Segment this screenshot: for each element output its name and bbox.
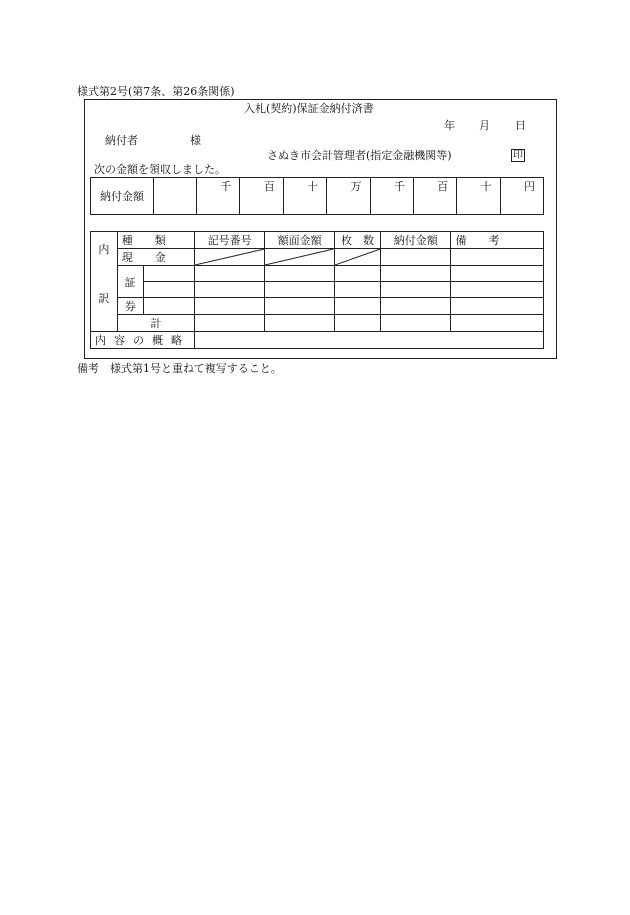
diagonal-slash	[335, 249, 380, 265]
wake-label: 訳	[91, 266, 118, 332]
amount-unit: 百	[240, 178, 283, 215]
payer-suffix: 様	[190, 134, 201, 147]
date-month: 月	[479, 119, 490, 132]
cash-count-slashed	[334, 249, 380, 266]
total-code	[195, 315, 265, 332]
securities-count	[334, 298, 380, 315]
amount-unit: 千	[197, 178, 240, 215]
securities-type	[143, 266, 194, 282]
diagonal-slash	[265, 249, 333, 265]
header-type: 種 類	[117, 232, 194, 249]
received-text: 次の金額を領収しました。	[94, 163, 226, 176]
securities-type	[143, 298, 194, 315]
date-year: 年	[444, 119, 455, 132]
cash-label: 現 金	[117, 249, 194, 266]
issuer: さぬき市会計管理者(指定金融機関等)	[267, 149, 452, 162]
amount-label: 納付金額	[91, 178, 154, 215]
securities-face	[265, 266, 334, 282]
securities-label-2: 券	[117, 298, 143, 315]
securities-face	[265, 282, 334, 298]
total-remarks	[451, 315, 544, 332]
securities-remarks	[451, 298, 544, 315]
amount-unit: 十	[283, 178, 326, 215]
amount-unit: 百	[413, 178, 456, 215]
form-title: 入札(契約)保証金納付済書	[244, 102, 374, 115]
header-count: 枚 数	[334, 232, 380, 249]
amount-blank	[154, 178, 197, 215]
cash-remarks	[451, 249, 544, 266]
total-count	[334, 315, 380, 332]
securities-count	[334, 266, 380, 282]
header-face-value: 額面金額	[265, 232, 334, 249]
securities-remarks	[451, 266, 544, 282]
header-remarks: 備 考	[451, 232, 544, 249]
header-paid-amount: 納付金額	[381, 232, 451, 249]
summary-value	[195, 332, 544, 349]
header-code: 記号番号	[195, 232, 265, 249]
summary-label: 内容の概略	[91, 332, 195, 349]
payer-label: 納付者	[105, 134, 138, 147]
uchi-label: 内	[91, 232, 118, 266]
securities-face	[265, 298, 334, 315]
amount-unit: 万	[327, 178, 370, 215]
date-day: 日	[515, 119, 526, 132]
seal-mark: 印	[513, 150, 523, 161]
cash-paid-amount	[381, 249, 451, 266]
securities-type	[143, 282, 194, 298]
amount-unit: 円	[500, 178, 543, 215]
total-face	[265, 315, 334, 332]
securities-paid	[381, 298, 451, 315]
total-label: 計	[117, 315, 194, 332]
cash-face-slashed	[265, 249, 334, 266]
breakdown-table	[90, 231, 544, 349]
amount-unit: 千	[370, 178, 413, 215]
note: 備考 様式第1号と重ねて複写すること。	[77, 362, 282, 375]
securities-remarks	[451, 282, 544, 298]
form-number: 様式第2号(第7条、第26条関係)	[77, 85, 235, 98]
securities-paid	[381, 266, 451, 282]
securities-code	[195, 282, 265, 298]
securities-label-1: 証	[117, 266, 143, 298]
diagonal-slash	[195, 249, 264, 265]
amount-unit: 十	[457, 178, 500, 215]
amount-table	[90, 177, 544, 215]
securities-code	[195, 266, 265, 282]
securities-count	[334, 282, 380, 298]
total-paid	[381, 315, 451, 332]
securities-code	[195, 298, 265, 315]
securities-paid	[381, 282, 451, 298]
cash-code-slashed	[195, 249, 265, 266]
